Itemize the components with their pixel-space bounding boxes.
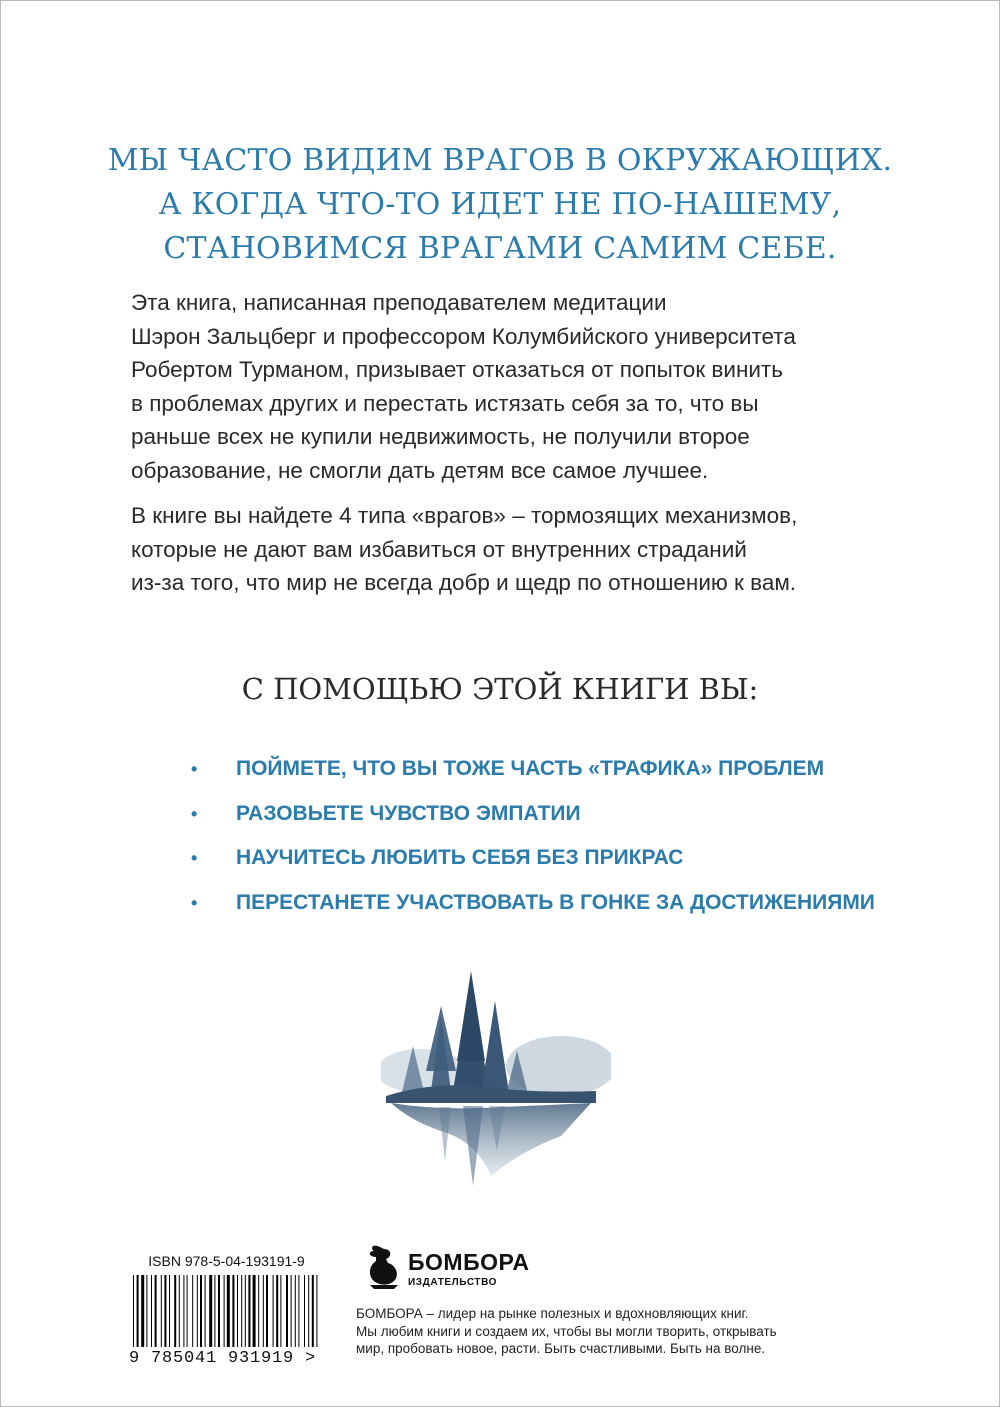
barcode-bar <box>241 1275 242 1347</box>
paragraph-line: В книге вы найдете 4 типа «врагов» – тормозящих механизмов, <box>131 503 798 528</box>
bombora-logo-icon <box>364 1239 404 1291</box>
barcode-bar <box>248 1275 250 1347</box>
barcode-bar <box>197 1275 198 1347</box>
barcode-bar <box>174 1275 176 1347</box>
barcode-bar <box>273 1275 274 1347</box>
barcode-bar <box>263 1275 264 1347</box>
barcode-bar <box>141 1275 144 1347</box>
barcode-bar <box>258 1275 259 1347</box>
bullet-icon: • <box>191 803 198 824</box>
paragraph-line: в проблемах других и перестать истязать себя за то, что вы <box>131 390 759 416</box>
publisher-block <box>356 1239 976 1358</box>
barcode-bar <box>183 1275 184 1347</box>
barcode-bar <box>209 1275 212 1347</box>
paragraph-line: которые не дают вам избавиться от внутренних страданий <box>131 536 747 562</box>
headline-line: МЫ ЧАСТО ВИДИМ ВРАГОВ В ОКРУЖАЮЩИХ. <box>107 143 893 178</box>
publisher-description-line: БОМБОРА – лидер на рынке полезных и вдохновляющих книг. <box>356 1306 749 1321</box>
barcode-bar <box>237 1275 238 1347</box>
publisher-subtitle: ИЗДАТЕЛЬСТВО <box>408 1277 498 1288</box>
barcode-bar <box>304 1275 305 1347</box>
headline-line: СТАНОВИМСЯ ВРАГАМИ САМИМ СЕБЕ. <box>163 231 837 266</box>
barcode-bar <box>151 1275 152 1347</box>
barcode-bar <box>276 1275 278 1347</box>
barcode-bar <box>253 1275 256 1347</box>
benefit-text: ПОЙМЕТЕ, ЧТО ВЫ ТОЖЕ ЧАСТЬ «ТРАФИКА» ПРОБЛЕМ <box>236 757 825 780</box>
barcode-icon <box>129 1275 324 1347</box>
benefit-item <box>191 838 875 883</box>
paragraph-line: Робертом Турманом, призывает отказаться от попыток винить <box>131 357 783 382</box>
barcode-bar <box>291 1275 292 1347</box>
barcode-bar <box>286 1275 288 1347</box>
benefit-item <box>191 749 875 794</box>
barcode-bar <box>316 1275 317 1347</box>
benefit-text: ПЕРЕСТАНЕТЕ УЧАСТВОВАТЬ В ГОНКЕ ЗА ДОСТИЖЕНИЯМИ <box>236 890 875 914</box>
bullet-icon: • <box>191 848 198 868</box>
barcode-bar <box>280 1275 281 1347</box>
barcode-bar <box>192 1275 193 1347</box>
paragraph-line: раньше всех не купили недвижимость, не получили второе <box>131 424 750 449</box>
publisher-logo <box>356 1239 976 1295</box>
barcode-bar <box>232 1275 234 1347</box>
publisher-description <box>356 1305 976 1358</box>
headline-line: А КОГДА ЧТО-ТО ИДЕТ НЕ ПО-НАШЕМУ, <box>158 187 842 222</box>
barcode-bar <box>308 1275 309 1347</box>
barcode-bar <box>266 1275 268 1347</box>
watercolor-forest-lake-icon <box>381 961 611 1211</box>
benefit-item <box>191 883 875 928</box>
isbn-label: ISBN 978-5-04-193191-9 <box>148 1253 305 1269</box>
barcode-bar <box>169 1275 170 1347</box>
barcode-bar <box>133 1275 134 1347</box>
benefit-text: НАУЧИТЕСЬ ЛЮБИТЬ СЕБЯ БЕЗ ПРИКРАС <box>236 846 684 869</box>
description-paragraph-2 <box>131 499 891 600</box>
barcode-bar <box>245 1275 246 1347</box>
paragraph-line: Шэрон Зальцберг и профессором Колумбийского университета <box>131 323 796 349</box>
barcode-bar <box>187 1275 188 1347</box>
benefit-text: РАЗОВЬЕТЕ ЧУВСТВО ЭМПАТИИ <box>236 801 581 825</box>
barcode-bar <box>164 1275 166 1347</box>
barcode-bar <box>146 1275 147 1347</box>
barcode-bar <box>179 1275 180 1347</box>
bullet-icon: • <box>191 892 198 913</box>
barcode-bar <box>155 1275 157 1347</box>
barcode-bar <box>312 1275 314 1347</box>
paragraph-line: Эта книга, написанная преподавателем медитации <box>131 290 667 315</box>
barcode-bar <box>137 1275 139 1347</box>
publisher-description-line: мир, пробовать новое, расти. Быть счастливыми. Быть на волне. <box>356 1341 766 1356</box>
barcode-bar <box>224 1275 225 1347</box>
bullet-icon: • <box>191 759 198 779</box>
barcode-bar <box>200 1275 202 1347</box>
publisher-name: БОМБОРА <box>408 1249 530 1275</box>
description-paragraph-1 <box>131 286 891 487</box>
publisher-description-line: Мы любим книги и создаем их, чтобы вы могли творить, открывать <box>356 1323 777 1339</box>
isbn-block <box>129 1251 324 1368</box>
benefit-item <box>191 794 875 839</box>
paragraph-line: из-за того, что мир не всегда добр и щедр по отношению к вам. <box>131 570 797 595</box>
barcode-bar <box>214 1275 215 1347</box>
barcode-bar <box>218 1275 220 1347</box>
paragraph-line: образование, не смогли дать детям все самое лучшее. <box>131 457 709 483</box>
barcode-bar <box>298 1275 299 1347</box>
benefits-heading: С ПОМОЩЬЮ ЭТОЙ КНИГИ ВЫ: <box>241 672 759 706</box>
barcode-bar <box>161 1275 162 1347</box>
barcode-digits: 9 785041 931919 > <box>129 1349 317 1368</box>
headline <box>1 139 999 271</box>
barcode-bar <box>227 1275 230 1347</box>
benefits-list <box>191 749 875 927</box>
barcode-bar <box>205 1275 206 1347</box>
barcode-bar <box>295 1275 296 1347</box>
